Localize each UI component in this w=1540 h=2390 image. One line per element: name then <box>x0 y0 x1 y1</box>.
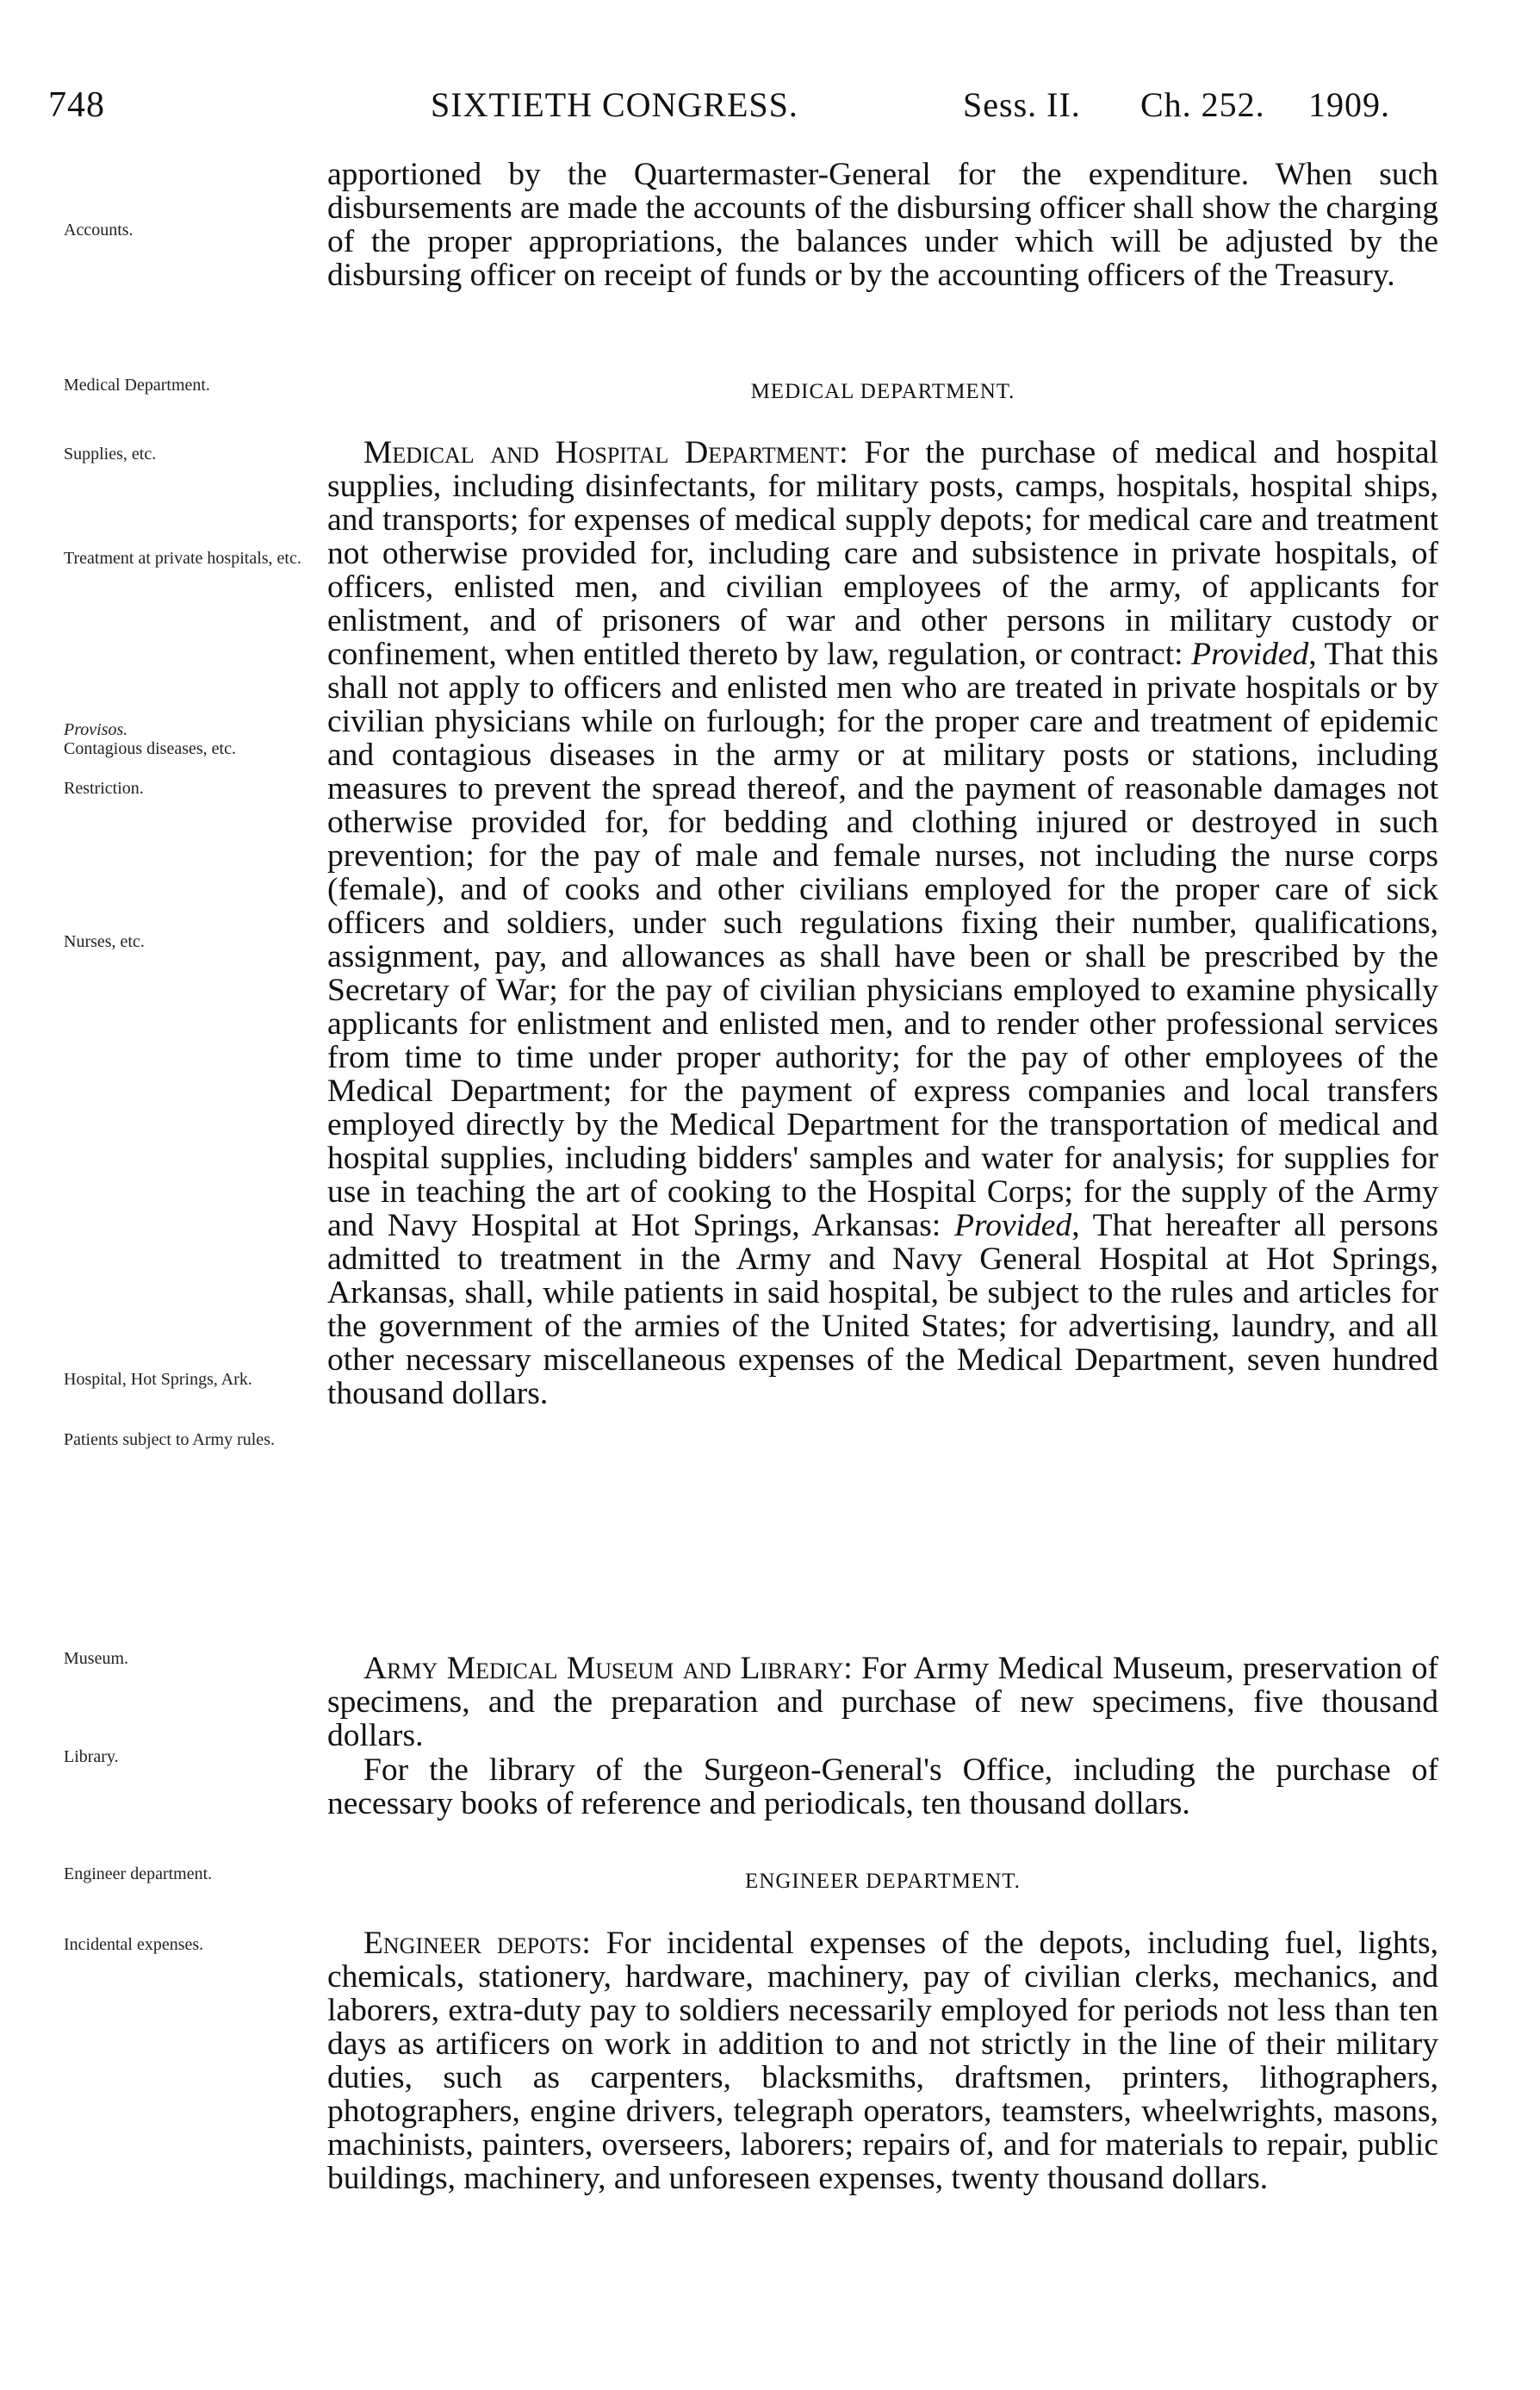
margin-note-provisos: Provisos. <box>64 720 128 739</box>
paragraph-library <box>327 1753 1438 1821</box>
paragraph-accounts <box>327 158 1438 292</box>
margin-note-incidental: Incidental expenses. <box>64 1935 204 1954</box>
running-header <box>48 84 1444 136</box>
heading-engineer-department: ENGINEER DEPARTMENT. <box>745 1870 1021 1893</box>
margin-note-contagious: Contagious diseases, etc. <box>64 739 236 758</box>
margin-note-hospital-hot-springs: Hospital, Hot Springs, Ark. <box>64 1370 252 1389</box>
paragraph-medical-lead: Medical and Hospital Department <box>363 435 840 470</box>
paragraph-medical-provided-2: Provided <box>954 1208 1072 1243</box>
margin-note-medical-department: Medical Department. <box>64 376 210 395</box>
paragraph-museum-text: : For Army Medical Museum, preservation of specimens, and the preparation and purchase of new specimens, five thousand dollars. <box>327 1651 1439 1753</box>
paragraph-medical-text-a: : For the purchase of medical and hospital supplies, including disinfectants, for military posts, camps, hospitals, hospital ships, and transports; for expenses of medical supply depots; for medical care and treatment not otherwise provided for, including care and subsistence in private hospitals, of officers, enlisted men, and civilian employees of the army, of applicants for enlistment, and of prisoners of war and other persons in military custody or confinement, when entitled thereto by law, regulation, or contract: <box>327 435 1438 672</box>
paragraph-library-text: For the library of the Surgeon-General's Office, including the purchase of necessary books of reference and periodicals, ten thousand dollars. <box>327 1752 1438 1821</box>
chapter-label: Ch. 252. <box>1140 85 1265 124</box>
paragraph-medical-text-b: , That this shall not apply to officers and enlisted men who are treated in private hospitals or by civilian physicians while on furlough; for the proper care and treatment of epidemic and contagious diseases in the army or at military posts or stations, including measures to prevent the spread thereof, and the payment of reasonable damages not otherwise provided for, for bedding and clothing injured or destroyed in such prevention; for the pay of male and female nurses, not including the nurse corps (female), and of cooks and other civilians employed for the proper care of sick officers and soldiers, under such regulations fixing their number, qualifications, assignment, pay, and allowances as shall have been or shall be prescribed by the Secretary of War; for the pay of civilian physicians employed to examine physically applicants for enlistment and enlisted men, and to render other professional services from time to time under proper authority; for the pay of other employees of the Medical Department; for the payment of express companies and local transfers employed directly by the Medical Department for the transportation of medical and hospital supplies, including bidders' samples and water for analysis; for supplies for use in teaching the art of cooking to the Hospital Corps; for the supply of the Army and Navy Hospital at Hot Springs, Arkansas: <box>327 637 1438 1243</box>
margin-note-museum: Museum. <box>64 1649 128 1668</box>
congress-title: SIXTIETH CONGRESS. <box>431 85 798 124</box>
paragraph-accounts-text: apportioned by the Quartermaster-General for the expenditure. When such disbursements are made the accounts of the disbursing officer shall show the charging of the proper appropriations, the balances under which will be adjusted by the disbursing officer on receipt of funds or by the accounting officers of the Treasury. <box>327 157 1438 293</box>
margin-note-nurses: Nurses, etc. <box>64 932 145 951</box>
paragraph-medical-provided-1: Provided <box>1191 637 1309 672</box>
paragraph-engineer-lead: Engineer depots <box>363 1926 582 1961</box>
margin-note-engineer-department: Engineer department. <box>64 1864 213 1883</box>
margin-note-supplies: Supplies, etc. <box>64 445 157 464</box>
paragraph-engineer-text: : For incidental expenses of the depots, including fuel, lights, chemicals, stationery, hardware, machinery, pay of civilian clerks, mechanics, and laborers, extra-duty pay to soldiers necessarily employed for periods not less than ten days as artificers on work in addition to and not strictly in the line of their military duties, such as carpenters, blacksmiths, draftsmen, printers, lithographers, photographers, engine drivers, telegraph operators, teamsters, wheelwrights, masons, machinists, painters, overseers, laborers; repairs of, and for materials to repair, public buildings, machinery, and unforeseen expenses, twenty thousand dollars. <box>327 1926 1438 2196</box>
margin-note-library: Library. <box>64 1747 119 1766</box>
paragraph-museum <box>327 1652 1438 1752</box>
paragraph-medical-hospital <box>327 436 1438 1410</box>
heading-medical-department: MEDICAL DEPARTMENT. <box>750 380 1015 403</box>
year-label: 1909. <box>1308 85 1390 124</box>
margin-note-patients: Patients subject to Army rules. <box>64 1430 275 1449</box>
margin-note-accounts: Accounts. <box>64 221 134 240</box>
paragraph-engineer-depots <box>327 1926 1438 2195</box>
margin-note-restriction: Restriction. <box>64 779 144 798</box>
session-label: Sess. II. <box>963 85 1081 124</box>
paragraph-museum-lead: Army Medical Museum and Library <box>363 1651 844 1686</box>
margin-note-treatment: Treatment at private hospitals, etc. <box>64 549 301 568</box>
paragraph-medical-text-c: , That hereafter all persons admitted to treatment in the Army and Navy General Hospital at Hot Springs, Arkansas, shall, while patients in said hospital, be subject to the rules and articles for the government of the armies of the United States; for advertising, laundry, and all other necessary miscellaneous expenses of the Medical Department, seven hundred thousand dollars. <box>327 1208 1438 1411</box>
page-number: 748 <box>48 85 105 125</box>
